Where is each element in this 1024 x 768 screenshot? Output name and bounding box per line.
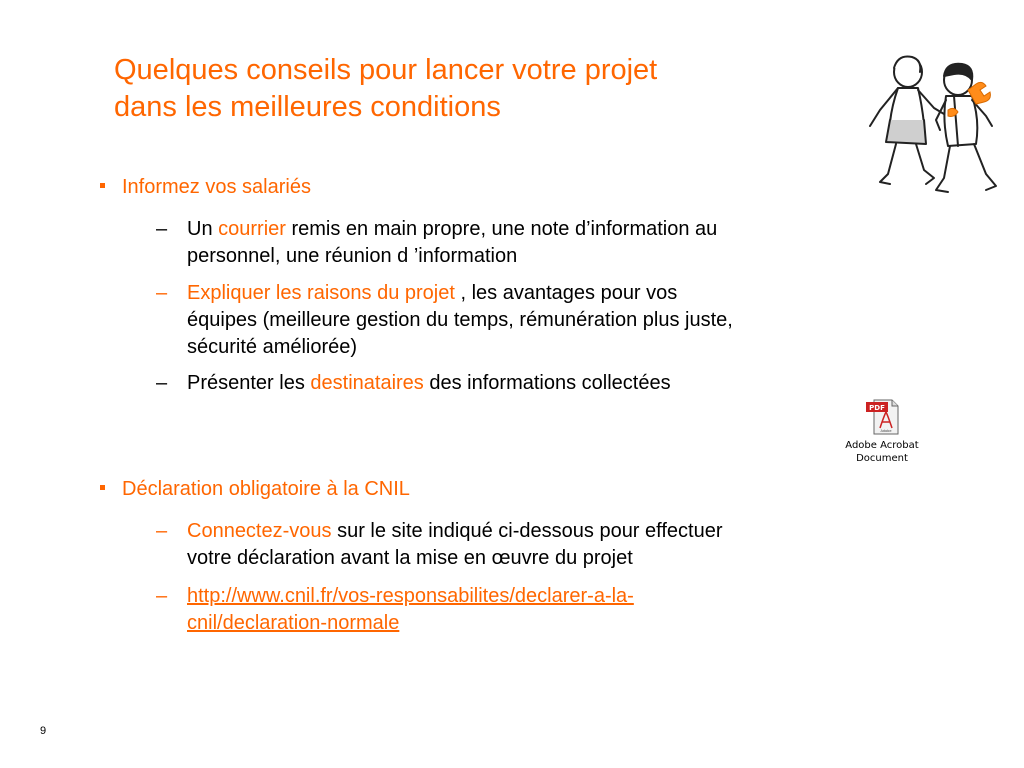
- keyword-connectez: Connectez-vous: [187, 520, 332, 542]
- pdf-attachment[interactable]: [830, 398, 934, 470]
- cnil-link-line2[interactable]: cnil/declaration-normale: [187, 612, 400, 634]
- slide-title: [114, 52, 834, 126]
- pdf-document-icon: [864, 398, 902, 436]
- section-heading-label: Déclaration obligatoire à la CNIL: [122, 478, 410, 500]
- svg-text:PDF: PDF: [869, 404, 885, 412]
- keyword-expliquer: Expliquer les raisons du projet: [187, 282, 455, 304]
- slide-title-line1: Quelques conseils pour lancer votre projet: [114, 54, 658, 86]
- cnil-link-line1[interactable]: http://www.cnil.fr/vos-responsabilites/declarer-a-la-: [187, 585, 634, 607]
- svg-text:Adobe: Adobe: [880, 429, 892, 433]
- section-heading-label: Informez vos salariés: [122, 176, 311, 198]
- slide-title-line2: dans les meilleures conditions: [114, 91, 501, 123]
- keyword-destinataires: destinataires: [310, 372, 424, 394]
- people-illustration-icon: [862, 50, 1006, 202]
- keyword-courrier: courrier: [218, 218, 286, 240]
- bullet-square-icon: [100, 485, 105, 490]
- page-number: 9: [40, 725, 47, 737]
- pdf-caption: Adobe Acrobat Document: [845, 440, 919, 464]
- bullet-square-icon: [100, 183, 105, 188]
